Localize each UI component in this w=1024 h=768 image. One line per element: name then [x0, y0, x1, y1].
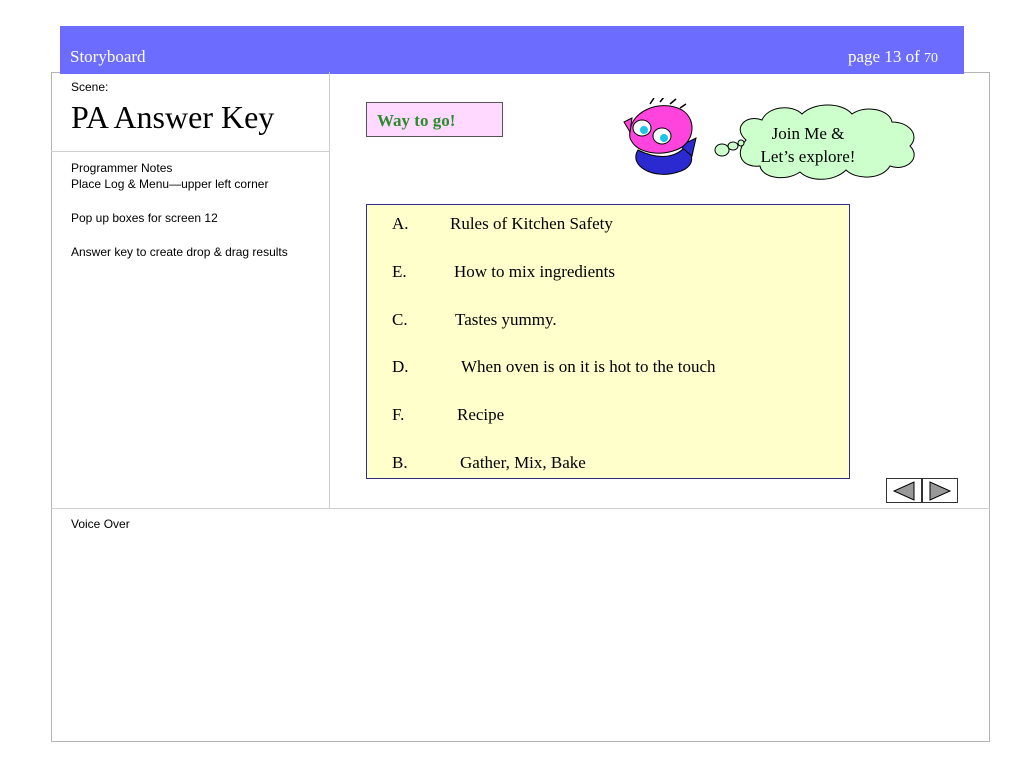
- answer-text: When oven is on it is hot to the touch: [461, 357, 716, 376]
- answer-letter: C.: [392, 310, 408, 329]
- triangle-right-icon: [928, 481, 952, 501]
- voice-over-divider: [51, 508, 990, 509]
- back-button[interactable]: [886, 478, 922, 503]
- answer-row[interactable]: [392, 357, 716, 377]
- voice-over-label: Voice Over: [71, 517, 130, 531]
- mascot-icon: [620, 98, 712, 178]
- of-label: of: [905, 47, 920, 66]
- answer-text: How to mix ingredients: [454, 262, 616, 281]
- header-title: Storyboard: [70, 47, 146, 66]
- answer-text: Tastes yummy.: [455, 310, 557, 329]
- way-to-go-box: Way to go!: [366, 102, 503, 137]
- programmer-note-1: Place Log & Menu—upper left corner: [71, 177, 269, 191]
- page-total: 70: [924, 51, 938, 66]
- next-button[interactable]: [922, 478, 958, 503]
- answer-text: Recipe: [457, 405, 505, 424]
- scene-block: [51, 72, 329, 152]
- programmer-note-3: Answer key to create drop & drag results: [71, 245, 288, 259]
- header-bar: [60, 26, 964, 74]
- scene-label: Scene:: [71, 80, 109, 94]
- programmer-notes-heading: Programmer Notes: [71, 161, 173, 175]
- answer-row[interactable]: [392, 310, 557, 330]
- answer-text: Rules of Kitchen Safety: [450, 214, 613, 233]
- programmer-notes: [71, 160, 321, 278]
- thought-text: [745, 122, 871, 168]
- page-number: 13: [884, 47, 902, 66]
- thought-line-2: Let’s explore!: [760, 147, 856, 166]
- left-column: [51, 72, 330, 509]
- answer-key-box: [366, 204, 850, 479]
- answer-letter: F.: [392, 405, 405, 424]
- answer-letter: D.: [392, 357, 409, 376]
- triangle-left-icon: [892, 481, 916, 501]
- scene-title: PA Answer Key: [71, 99, 275, 135]
- answer-letter: E.: [392, 262, 407, 281]
- answer-text: Gather, Mix, Bake: [460, 453, 586, 472]
- answer-letter: A.: [392, 214, 409, 233]
- answer-row[interactable]: [392, 405, 504, 425]
- page-indicator: [848, 47, 938, 67]
- answer-letter: B.: [392, 453, 408, 472]
- answer-row[interactable]: [392, 262, 615, 282]
- programmer-note-2: Pop up boxes for screen 12: [71, 211, 218, 225]
- answer-row[interactable]: [392, 453, 586, 473]
- page-label: page: [847, 47, 881, 66]
- answer-row[interactable]: [392, 214, 613, 234]
- thought-line-1: Join Me &: [771, 124, 845, 143]
